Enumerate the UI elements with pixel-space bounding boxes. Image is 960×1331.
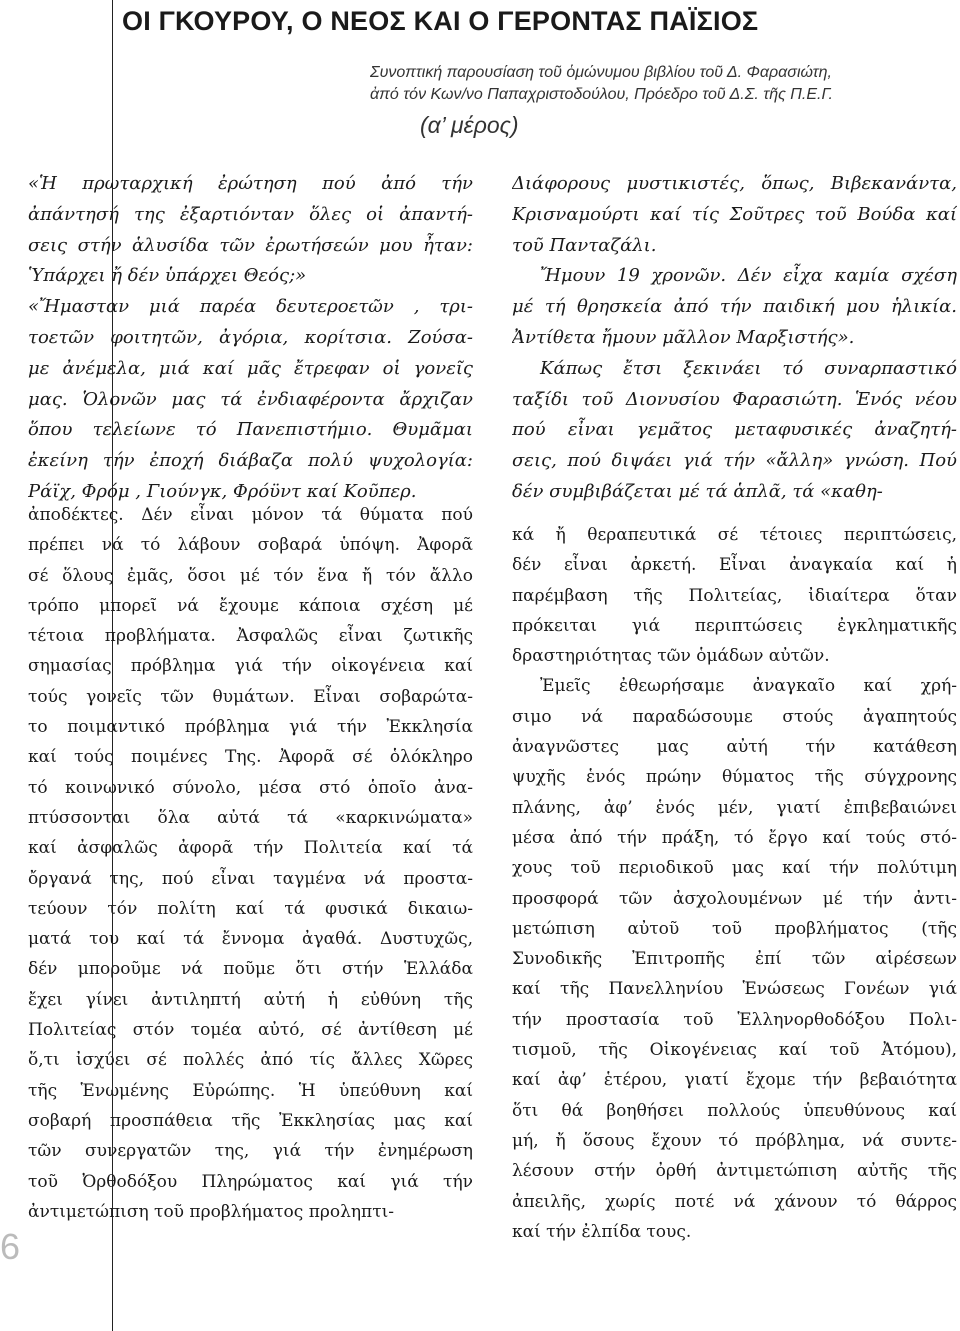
text-line: τεύουν τόν πολίτη καί τά φυσικά δικαιω- xyxy=(28,898,473,919)
text-line: ψυχῆς ἑνός πρώην θύματος τῆς σύγχρονης xyxy=(512,767,957,788)
text-line: Διάφορους μυστικιστές, ὅπως, Βιβεκανάντα, xyxy=(512,173,957,194)
text-line: χους τοῦ περιοδικοῦ μας καί τήν πολύτιμη xyxy=(512,858,957,879)
text-line: καί ἀφ’ ἑτέρου, γιατί ἔχομε τήν βεβαιότητα xyxy=(512,1070,957,1091)
text-line: Κρισναμούρτι καί τίς Σοῦτρες τοῦ Βούδα καί xyxy=(512,203,957,225)
text-line: Ἤμουν 19 χρονῶν. Δέν εἶχα καμία σχέση xyxy=(540,265,957,287)
text-line: ἀναγνῶστες μας αὐτή τήν κατάθεση xyxy=(512,737,957,758)
text-line: σοβαρή προσπάθεια τῆς Ἐκκλησίας μας καί xyxy=(28,1110,473,1131)
text-line: «Ἤμασταν μιά παρέα δευτεροετῶν , τρι- xyxy=(28,296,473,318)
text-line: τοῦ Ὀρθοδόξου Πληρώματος καί γιά τήν xyxy=(28,1171,473,1192)
page-title: ΟΙ ΓΚΟΥΡΟΥ, Ο ΝΕΟΣ ΚΑΙ Ο ΓΕΡΟΝΤΑΣ ΠΑΪΣΙΟΣ xyxy=(122,6,759,36)
text-line: τούς γονεῖς τῶν θυμάτων. Εἶναι σοβαρώτα- xyxy=(28,686,473,707)
text-line: ἀντιμετώπιση τοῦ προβλήματος προληπτι- xyxy=(28,1201,395,1222)
text-line: καί τήν ἐλπίδα τους. xyxy=(512,1221,692,1242)
text-line: τήν προστασία τοῦ Ἑλληνορθοδόξου Πολι- xyxy=(512,1009,957,1030)
subtitle-line: Συνοπτική παρουσίαση τοῦ ὁμώνυμου βιβλίου τοῦ Δ. Φαρασιώτη, xyxy=(370,64,832,81)
text-line: τό κοινωνικό σύνολο, μέσα στό ὁποῖο ἀνα- xyxy=(28,777,473,798)
text-line: σιμο νά παραδώσουμε στούς ἀγαπητούς xyxy=(512,706,957,727)
text-line: δέν μποροῦμε νά ποῦμε ὅτι στήν Ἑλλάδα xyxy=(28,959,473,980)
text-line: τισμοῦ, τῆς Οἰκογένειας καί τοῦ Ἀτόμου), xyxy=(512,1040,957,1061)
text-line: πρόκειται γιά περιπτώσεις ἐγκληματικῆς xyxy=(512,615,957,636)
body-column-right xyxy=(512,520,957,1247)
text-line: τοετῶν φοιτητῶν, ἀγόρια, κορίτσια. Ζούσα- xyxy=(28,326,473,348)
text-line: Συνοδικῆς Ἐπιτροπῆς ἐπί τῶν αἱρέσεων xyxy=(512,949,957,970)
text-line: ματά του καί τά ἔννομα ἀγαθά. Δυστυχῶς, xyxy=(28,929,473,950)
text-line: ὅ,τι ἰσχύει σέ πολλές ἀπό τίς ἄλλες Χῶρες xyxy=(28,1050,473,1071)
text-line: ὄργανά της, πού εἶναι ταγμένα νά προστα- xyxy=(28,868,473,889)
text-line: πρέπει νά τό λάβουν σοβαρά ὑπόψη. Ἀφορᾶ xyxy=(28,535,473,556)
text-line: σεις στήν ἁλυσίδα τῶν ἐρωτήσεών μου ἦταν: xyxy=(28,234,473,256)
text-line: πλάνης, ἀφ’ ἑνός μέν, γιατί ἐπιβεβαιώνει xyxy=(512,797,957,818)
text-line: Πολιτείας στόν τομέα αὐτό, σέ ἀντίθεση μέ xyxy=(28,1020,473,1041)
text-line: μέ τή θρησκεία ἀπό τήν παιδική μου ἡλικία. xyxy=(512,296,957,318)
text-line: δέν συμβιβάζεται μέ τά ἁπλᾶ, τά «καθη- xyxy=(512,480,883,502)
text-line: τέτοια προβλήματα. Ἀσφαλῶς εἶναι ζωτικῆς xyxy=(28,626,473,647)
text-line: τῆς Ἑνωμένης Εὐρώπης. Ἡ ὑπεύθυνη καί xyxy=(28,1080,473,1101)
text-line: σημασίας πρόβλημα γιά τήν οἰκογένεια καί xyxy=(28,656,473,677)
text-line: Ἀντίθετα ἤμουν μᾶλλον Μαρξιστής». xyxy=(512,326,855,348)
text-line: ταξίδι τοῦ Διονυσίου Φαρασιώτη. Ἑνός νέου xyxy=(512,388,957,410)
text-line: ἐκείνη τήν ἐποχή διάβαζα πολύ ψυχολογία: xyxy=(28,450,473,472)
text-line: σέ ὅλους ἐμᾶς, ὅσοι μέ τόν ἕνα ἤ τόν ἄλλο xyxy=(28,565,473,586)
text-line: μέσα ἀπό τήν πράξη, τό ἔργο καί τούς στό- xyxy=(512,827,957,848)
text-line: προσφορά τῶν ἀσχολουμένων μέ τήν ἀντι- xyxy=(512,888,957,909)
text-line: καί τούς ποιμένες Της. Ἀφορᾶ σέ ὁλόκληρο xyxy=(28,747,473,768)
subtitle-line: ἀπό τόν Κων/νο Παπαχριστοδούλου, Πρόεδρο τοῦ Δ.Σ. τῆς Π.Ε.Γ. xyxy=(370,86,833,103)
text-line: ἀπειλῆς, χωρίς ποτέ νά χάνουν τό θάρρος xyxy=(512,1191,957,1212)
text-line: ὅπου τελείωνε τό Πανεπιστήμιο. Θυμᾶμαι xyxy=(28,419,473,441)
text-line: πού εἶναι γεμᾶτος μεταφυσικές ἀναζητή- xyxy=(512,419,957,441)
text-line: τοῦ Πανταζάλι. xyxy=(512,234,657,256)
text-line: Ἐμεῖς ἐθεωρήσαμε ἀναγκαῖο καί χρή- xyxy=(540,676,957,697)
text-line: μή, ἤ ὅσους ἔχουν τό πρόβλημα, νά συντε- xyxy=(512,1130,957,1151)
body-column-left xyxy=(28,500,473,1227)
part-label: (α’ μέρος) xyxy=(420,112,519,138)
text-line: με ἀνέμελα, μιά καί μᾶς ἔτρεφαν οἱ γονεῖς xyxy=(28,357,473,379)
text-line: Ὑπάρχει ἤ δέν ὑπάρχει Θεός;» xyxy=(28,265,307,287)
text-line: ἀποδέκτες. Δέν εἶναι μόνον τά θύματα πού xyxy=(28,505,473,525)
text-line: «Ἡ πρωταρχική ἐρώτηση πού ἀπό τήν xyxy=(28,173,473,194)
text-line: λέσουν στήν ὀρθή ἀντιμετώπιση αὐτῆς τῆς xyxy=(512,1161,957,1182)
text-line: ἔχει γίνει ἀντιληπτή αὐτή ἡ εὐθύνη τῆς xyxy=(28,989,473,1010)
text-line: μας. Ὁλονῶν μας τά ἐνδιαφέροντα ἄρχιζαν xyxy=(28,388,473,410)
text-line: μετώπιση αὐτοῦ τοῦ προβλήματος (τῆς xyxy=(512,918,957,939)
text-line: σεις, πού διψάει γιά τήν «ἄλλη» γνώση. Πού xyxy=(512,450,957,472)
intro-column-left xyxy=(28,169,473,508)
page-number: 6 xyxy=(0,1226,21,1267)
text-line: καί τῆς Πανελληνίου Ἑνώσεως Γονέων γιά xyxy=(512,979,957,1000)
text-line: δραστηριότητας τῶν ὁμάδων αὐτῶν. xyxy=(512,646,830,667)
text-line: καί ἀσφαλῶς ἀφορᾶ τήν Πολιτεία καί τά xyxy=(28,838,473,859)
text-line: τῶν συνεργατῶν της, γιά τήν ἐνημέρωση xyxy=(28,1141,473,1162)
text-line: παρέμβαση τῆς Πολιτείας, ἰδιαίτερα ὅταν xyxy=(512,585,957,606)
text-line: Ράϊχ, Φρόμ , Γιούνγκ, Φρόϋντ καί Κοῦπερ. xyxy=(28,480,417,502)
subtitle xyxy=(370,62,950,106)
text-line: Κάπως ἔτσι ξεκινάει τό συναρπαστικό xyxy=(540,357,957,379)
text-line: τρόπο μπορεῖ νά ἔχουμε κάποια σχέση μέ xyxy=(28,595,473,616)
text-line: ὅτι θά βοηθήσει πολλούς ὑπευθύνους καί xyxy=(512,1100,957,1121)
text-line: κά ἤ θεραπευτικά σέ τέτοιες περιπτώσεις, xyxy=(512,525,957,545)
intro-column-right xyxy=(512,169,957,508)
text-line: το ποιμαντικό πρόβλημα γιά τήν Ἐκκλησία xyxy=(28,717,473,738)
text-line: δέν εἶναι ἀρκετή. Εἶναι ἀναγκαία καί ἡ xyxy=(512,555,957,576)
text-line: πτύσσονται ὅλα αὐτά τά «καρκινώματα» xyxy=(28,807,473,828)
text-line: ἀπάντησή της ἐξαρτιόνταν ὅλες οἱ ἀπαντή- xyxy=(28,203,473,225)
